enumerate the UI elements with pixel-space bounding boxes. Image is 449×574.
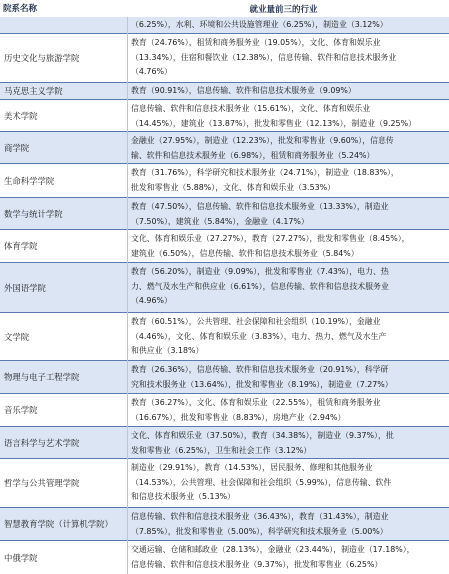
college-column-header: 院系名称 xyxy=(3,4,38,14)
industry-text: 教育（26.36%），信息传输、软件和信息技术服务业（20.91%），科学研 究和技术服务业（13.64%），批发和零售业（8.19%），制造业（7.27%） xyxy=(131,365,393,389)
industry-text: 文化、体育和娱乐业（27.27%），教育（27.27%），批发和零售业（8.45%）， 建筑业（6.50%），信息传输、软件和信息技术服务业（5.84%） xyxy=(131,234,410,258)
college-name: 外国语学院 xyxy=(4,282,46,293)
industry-text: 教育（90.91%），信息传输、软件和信息技术服务业（9.09%） xyxy=(131,86,356,95)
industry-text: 信息传输、软件和信息技术服务业（15.61%），文化、体育和娱乐业 （14.45%），建筑业（13.87%），批发和零售业（12.13%），制造业（9.25%） xyxy=(131,104,416,128)
industry-text: 制造业（29.91%），教育（14.53%），居民服务、修理和其他服务业 （14.53%），公共管理、社会保障和社会组织（5.99%），信息传输、软件 和信息技术服务业（5.13%） xyxy=(131,463,392,502)
industry-text: 金融业（27.95%），制造业（12.23%），批发和零售业（9.60%），信息传 输、软件和信息技术服务业（6.98%），租赁和商务服务业（5.24%） xyxy=(131,136,394,160)
college-name: 音乐学院 xyxy=(4,405,38,415)
college-name: 商学院 xyxy=(4,142,30,153)
table-row xyxy=(0,313,449,361)
table-row xyxy=(0,361,449,394)
industry-column-header: 就业量前三的行业 xyxy=(249,5,318,15)
college-name: 哲学与公共管理学院 xyxy=(4,478,80,488)
table-row xyxy=(0,100,449,132)
industry-text: 教育（31.76%），科学研究和技术服务业（24.71%），制造业（18.83%）， 批发和零售业（5.88%），文化、体育和娱乐业（3.53%） xyxy=(131,168,399,192)
college-name: 物理与电子工程学院 xyxy=(4,372,80,382)
college-name: 智慧教育学院（计算机学院） xyxy=(4,519,113,529)
table-row xyxy=(0,164,449,198)
table-header xyxy=(0,0,449,18)
college-name: 马克思主义学院 xyxy=(4,86,63,96)
table-row xyxy=(0,230,449,263)
industry-text: 交通运输、仓储和邮政业（28.13%），金融业（23.44%），制造业（17.18%）， 信息传输、软件和信息技术服务业（9.37%），批发和零售业（6.25%） xyxy=(131,545,415,569)
table-row xyxy=(0,132,449,164)
college-name: 文学院 xyxy=(4,331,30,342)
industry-text: （6.25%），水利、环境和公共设施管理业（6.25%），制造业（3.12%） xyxy=(131,20,388,29)
college-name xyxy=(4,17,114,33)
table-row xyxy=(0,198,449,230)
industry-text: 教育（36.27%），文化、体育和娱乐业（22.55%），租赁和商务服务业 （16.67%），批发和零售业（8.83%），房地产业（2.94%） xyxy=(131,398,381,422)
industry-text: 教育（47.50%），信息传输、软件和信息技术服务业（13.33%），制造业 （7.50%），建筑业（5.84%），金融业（4.17%） xyxy=(131,202,389,226)
college-name: 历史文化与旅游学院 xyxy=(4,53,80,63)
table-row xyxy=(0,394,449,427)
college-name: 体育学院 xyxy=(4,241,38,251)
college-name: 美术学院 xyxy=(4,110,38,121)
table-row xyxy=(0,17,449,34)
college-name: 数学与统计学院 xyxy=(4,208,63,219)
college-name: 中俄学院 xyxy=(4,552,38,563)
industry-text: 信息传输、软件和信息技术服务业（36.43%），教育（31.43%），制造业 （7.85%），批发和零售业（5.00%），科学研究和技术服务业（5.00%） xyxy=(131,512,389,536)
industry-text: 教育（60.51%），公共管理、社会保障和社会组织（10.19%），金融业 （4.46%），文化、体育和娱乐业（3.83%），电力、热力、燃气及水生产 和供应业（3.18%） xyxy=(131,317,387,356)
table-row xyxy=(0,427,449,459)
college-name: 语言科学与艺术学院 xyxy=(4,437,80,448)
table-row xyxy=(0,508,449,541)
table-row xyxy=(0,83,449,100)
college-name: 生命科学学院 xyxy=(4,175,55,186)
industry-text: 文化、体育和娱乐业（37.50%），教育（34.38%），制造业（9.37%），批 发和零售业（6.25%），卫生和社会工作（3.12%） xyxy=(131,431,394,455)
table-row xyxy=(0,541,449,574)
table-row xyxy=(0,34,449,83)
industry-text: 教育（56.20%），制造业（9.09%），批发和零售业（7.43%），电力、热 力、燃气及水生产和供应业（6.61%），信息传输、软件和信息技术服务业 （4.96%） xyxy=(131,267,389,306)
column-divider xyxy=(127,17,128,574)
industry-text: 教育（24.76%），租赁和商务服务业（19.05%），文化、体育和娱乐业 （13.34%），住宿和餐饮业（12.38%），信息传输、软件和信息技术服务业 （4.76%） xyxy=(131,38,397,77)
table-row xyxy=(0,263,449,313)
table-row xyxy=(0,459,449,508)
